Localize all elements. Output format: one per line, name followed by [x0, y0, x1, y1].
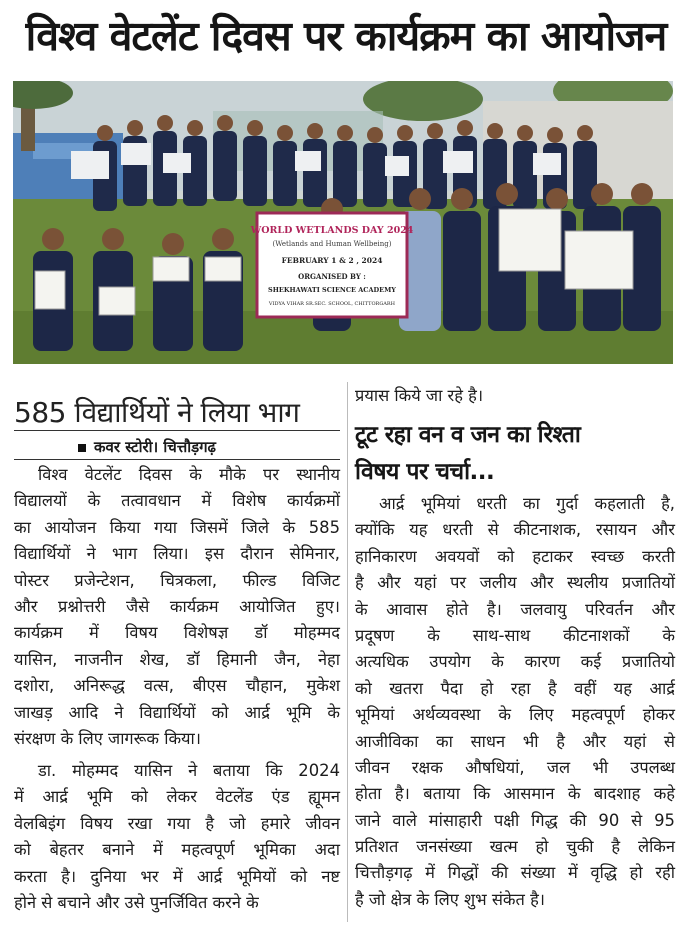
text-line: विद्यार्थियों ने भाग लिया। इस दौरान सेमिनार, — [14, 544, 340, 564]
text-line: के आवास होते है। जलवायु परिवर्तन और — [355, 599, 675, 619]
text-line: जाखड़ आदि ने विद्यार्थियों को आर्द्र भूमि के — [14, 702, 340, 722]
text-line: चित्तौड़गढ़ में गिद्धों की संख्या में वृद्धि हो रही — [355, 863, 675, 883]
text-line: होता है। बताया कि आसमान के बादशाह कहे — [355, 784, 675, 804]
subheading-rule — [14, 430, 340, 431]
text-line: करता है। दुनिया भर में आर्द्र भूमियों को नष्ट — [14, 866, 340, 886]
left-subheading: 585 विद्यार्थियों ने लिया भाग — [14, 396, 300, 429]
text-line: यासिन, नाजनीन शेख, डॉ हिमानी जैन, नेहा — [14, 649, 340, 669]
byline — [78, 437, 216, 457]
text-line: भूमियां अर्थव्यवस्था के लिए महत्वपूर्ण होकर — [355, 705, 675, 725]
text-line: क्योंकि यह धरती से कीटनाशक, रसायन और — [355, 520, 675, 540]
text-line: पोस्टर प्रजेन्टेशन, चित्रकला, फील्ड विजिट — [14, 570, 340, 590]
text-line: प्रतिशत जनसंख्या खत्म हो चुकी है लेकिन — [355, 837, 675, 857]
banner-dates: FEBRUARY 1 & 2 , 2024 — [281, 256, 383, 265]
left-paragraph-2 — [14, 758, 340, 916]
text-line: को खतरा पैदा हो रहा है वहीं यह आर्द्र — [355, 678, 675, 698]
text-line: जाने वाले मांसाहारी पक्षी गिद्ध की 90 से 95 — [355, 810, 675, 830]
group-photo — [13, 81, 673, 364]
text-line: हानिकारण अवयवों को हटाकर स्वच्छ करती — [355, 546, 675, 566]
byline-square-icon — [78, 444, 86, 452]
banner-org-place: VIDYA VIHAR SR.SEC. SCHOOL, CHITTORGARH — [268, 301, 396, 307]
text-line: को बेहतर बनाने में महत्वपूर्ण भूमिका अदा — [14, 840, 340, 860]
text-line: होने से बचाने और उसे पुनर्जिवित करने के — [14, 892, 259, 912]
text-line: में आर्द्र भूमि को लेकर वेटलेंड एंड ह्यूमन — [14, 787, 340, 807]
banner-org-name: SHEKHAWATI SCIENCE ACADEMY — [268, 286, 396, 294]
banner-subtitle: (Wetlands and Human Wellbeing) — [272, 240, 392, 248]
text-line: प्रदूषण के साथ-साथ कीटनाशकों के — [355, 625, 675, 645]
text-line: वेलबिइंग विषय रखा गया है जो हमारे जीवन — [14, 813, 340, 833]
left-paragraph-1 — [14, 462, 340, 752]
text-line: जीवन रक्षक औषधियां, जल भी उपलब्ध — [355, 757, 675, 777]
right-continuation — [355, 383, 675, 409]
banner-organised: ORGANISED BY : — [298, 272, 366, 281]
text-line: डा. मोहम्मद यासिन ने बताया कि 2024 — [38, 761, 340, 780]
banner-title: WORLD WETLANDS DAY 2024 — [250, 225, 414, 236]
column-divider — [347, 382, 348, 922]
text-line: दशोरा, अनिरूद्ध वत्स, बीएस चौहान, मुकेश — [14, 676, 340, 696]
byline-text: कवर स्टोरी। चित्तौड़गढ़ — [94, 438, 217, 456]
group-photo-illustration — [13, 81, 673, 364]
text-line: संरक्षण के लिए जागरूक किया। — [14, 728, 201, 748]
byline-rule — [14, 459, 340, 460]
text-line: और प्रश्नोत्तरी जैसे कार्यक्रम आयोजित हुए। — [14, 596, 340, 616]
headline: विश्व वेटलेंट दिवस पर कार्यक्रम का आयोजन — [25, 12, 667, 60]
right-subheading-line1: टूट रहा वन व जन का रिश्ता — [355, 422, 581, 448]
text-line: का आयोजन किया गया जिसमें जिले के 585 — [14, 517, 340, 537]
text-line: है जो क्षेत्र के लिए शुभ संकेत है। — [355, 889, 545, 909]
text-line: विद्यालयों के तत्वावधान में विशेष कार्यक्रमों — [14, 491, 340, 511]
text-line: अत्यधिक उपयोग के कारण कई प्रजातियो — [355, 652, 675, 672]
text-line: आजीविका का साधन भी है और यहां से — [355, 731, 675, 751]
text-line: आर्द्र भूमियां धरती का गुर्दा कहलाती है, — [379, 494, 675, 513]
text-line: है और यहां पर जलीय और स्थलीय प्रजातियों — [355, 573, 675, 593]
text-line: कार्यक्रम में विषय विशेषज्ञ डॉ मोहम्मद — [14, 623, 340, 643]
text-line: विश्व वेटलेंट दिवस के मौके पर स्थानीय — [38, 465, 340, 484]
right-paragraph — [355, 491, 675, 913]
continuation-line: प्रयास किये जा रहे है। — [355, 386, 484, 405]
right-subheading-line2: विषय पर चर्चा... — [355, 459, 495, 485]
